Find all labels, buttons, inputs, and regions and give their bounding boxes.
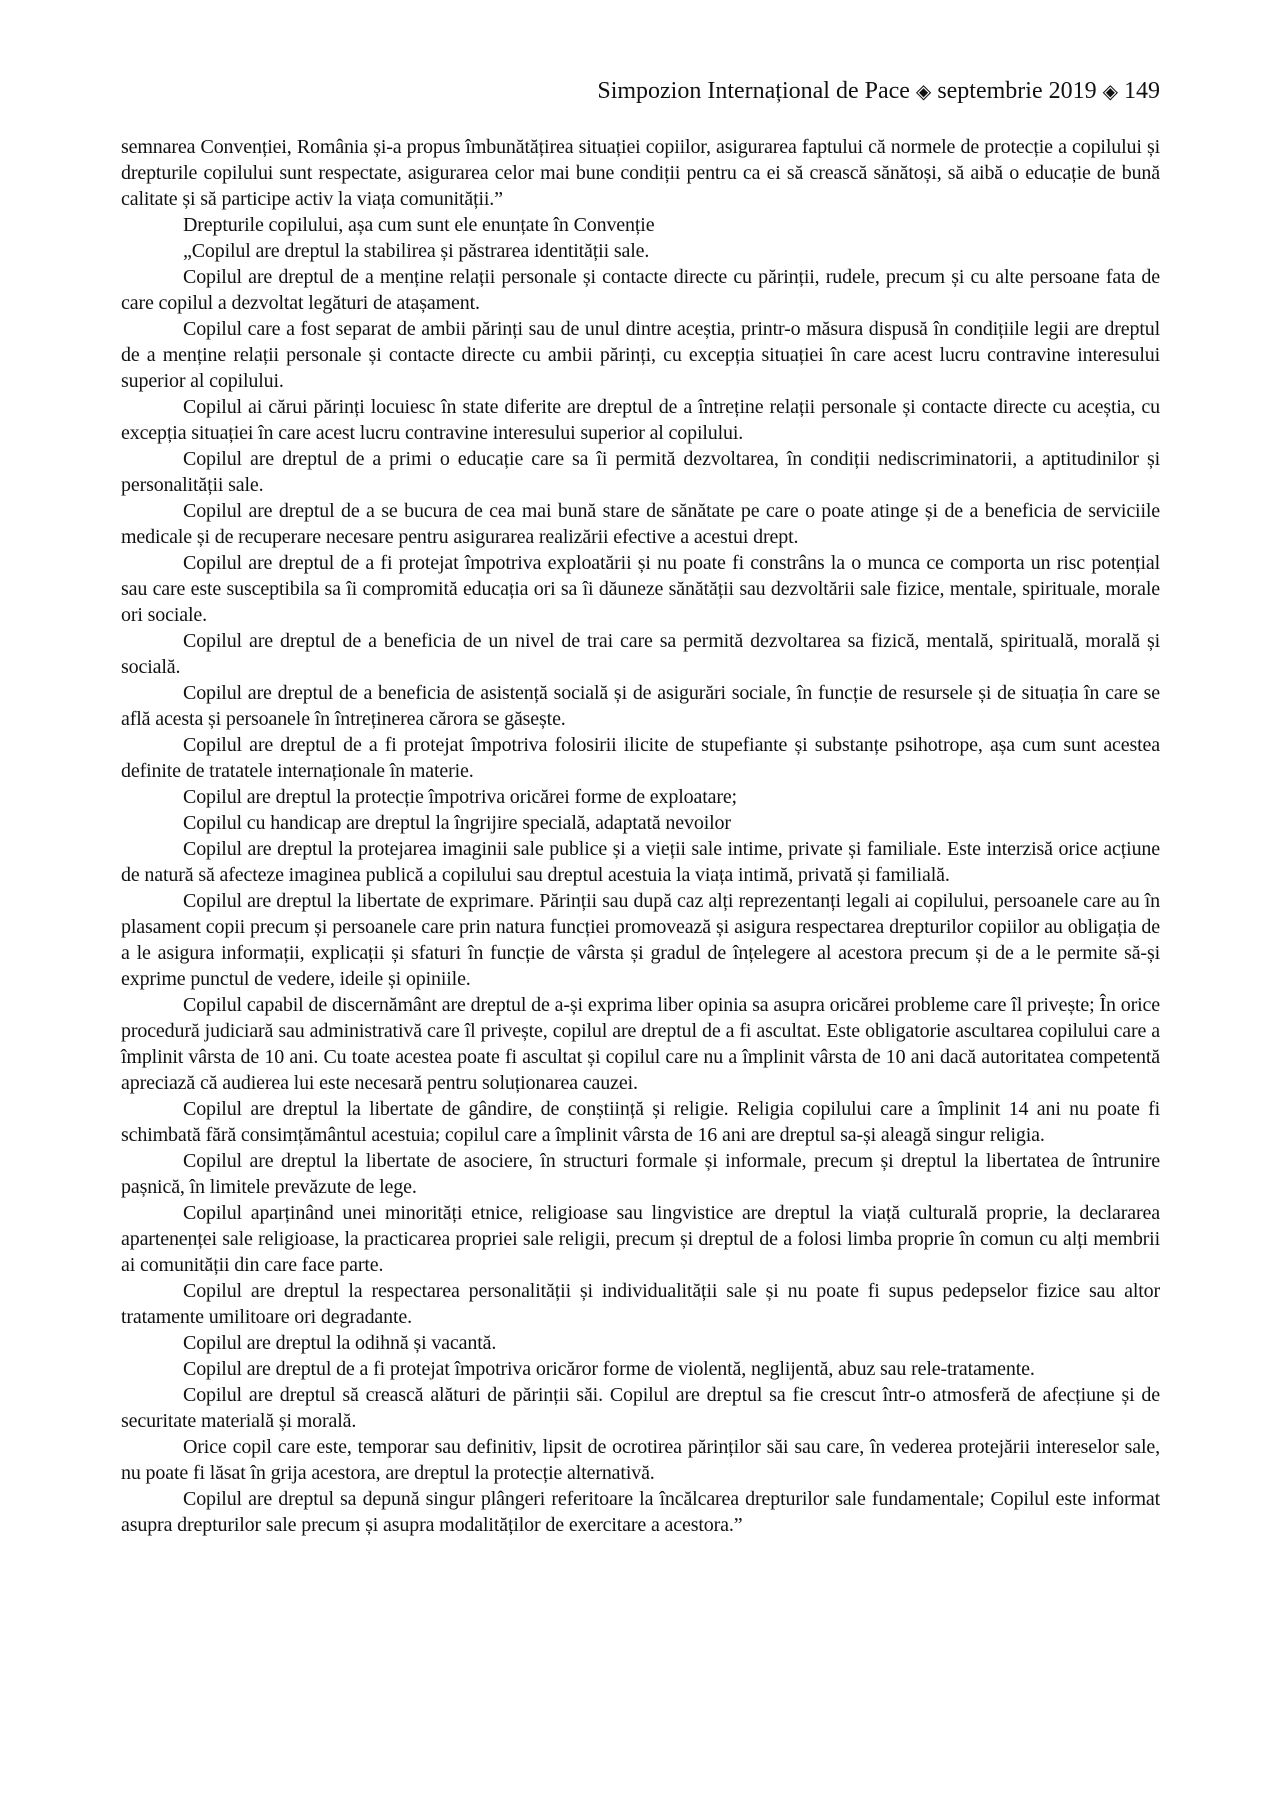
paragraph: Copilul capabil de discernământ are dreptul de a-și exprima liber opinia sa asupra oricărei probleme care îl privește; În orice procedură judiciară sau administrativă care îl privește, copilul are dreptul de a fi ascultat. Este obligatorie ascultarea copilului care a împlinit vârsta de 10 ani. Cu toate acestea poate fi ascultat și copilul care nu a împlinit vârsta de 10 ani dacă autoritatea competentă apreciază că audierea lui este necesară pentru soluționarea cauzei. — [121, 994, 1160, 1094]
paragraph: Copilul are dreptul de a beneficia de un nivel de trai care sa permită dezvoltarea sa fizică, mentală, spirituală, morală și socială. — [121, 630, 1160, 678]
paragraph: Copilul are dreptul sa depună singur plângeri referitoare la încălcarea drepturilor sale fundamentale; Copilul este informat asupra drepturilor sale precum și asupra modalităților de exercitare a acestora.” — [121, 1488, 1160, 1536]
issue-date: septembrie 2019 — [937, 78, 1097, 104]
paragraph: Copilul are dreptul de a menține relații personale și contacte directe cu părinții, rudele, precum și cu alte persoane fata de care copilul a dezvoltat legături de atașament. — [121, 266, 1160, 314]
paragraph: Copilul are dreptul de a se bucura de cea mai bună stare de sănătate pe care o poate atinge și de a beneficia de serviciile medicale și de recuperare necesare pentru asigurarea realizării efective a acestui drept. — [121, 500, 1160, 548]
paragraph: Copilul are dreptul la respectarea personalității și individualității sale și nu poate fi supus pedepselor fizice sau altor tratamente umilitoare ori degradante. — [121, 1280, 1160, 1328]
paragraph: Copilul are dreptul la protejarea imaginii sale publice și a vieții sale intime, private și familiale. Este interzisă orice acțiune de natură să afecteze imaginea publică a copilului sau dreptul acestuia la viața intimă, privată și familială. — [121, 838, 1160, 886]
diamond-dot-icon: ◈ — [915, 81, 932, 103]
page-number: 149 — [1124, 78, 1160, 104]
paragraph: „Copilul are dreptul la stabilirea și păstrarea identității sale. — [183, 240, 650, 262]
paragraph: Copilul care a fost separat de ambii părinți sau de unul dintre aceștia, printr-o măsura dispusă în condițiile legii are dreptul de a menține relații personale și contacte directe cu ambii părinți, cu excepția situației în care acest lucru contravine interesului superior al copilului. — [121, 318, 1160, 392]
journal-title: Simpozion Internațional de Pace — [597, 78, 910, 104]
paragraph: Copilul are dreptul să crească alături de părinții săi. Copilul are dreptul sa fie crescut într-o atmosferă de afecțiune și de securitate materială și morală. — [121, 1384, 1160, 1432]
paragraph: Orice copil care este, temporar sau definitiv, lipsit de ocrotirea părinților săi sau care, în vederea protejării intereselor sale, nu poate fi lăsat în grija acestora, are dreptul la protecție alternativă. — [121, 1436, 1160, 1484]
body-text — [121, 134, 1160, 1538]
diamond-dot-icon: ◈ — [1102, 81, 1118, 103]
running-header — [597, 76, 1160, 107]
paragraph: semnarea Convenției, România și-a propus îmbunătățirea situației copiilor, asigurarea faptului că normele de protecție a copilului și drepturile copilului sunt respectate, asigurarea celor mai bune condiții pentru ca ei să crească sănătoși, să aibă o educație de bună calitate și să participe activ la viața comunității.” — [121, 136, 1160, 210]
paragraph: Copilul are dreptul de a beneficia de asistență socială și de asigurări sociale, în funcție de resursele și de situația în care se află acesta și persoanele în întreținerea cărora se găsește. — [121, 682, 1160, 730]
paragraph: Copilul are dreptul la libertate de asociere, în structuri formale și informale, precum și dreptul la libertatea de întrunire pașnică, în limitele prevăzute de lege. — [121, 1150, 1160, 1198]
paragraph: Copilul cu handicap are dreptul la îngrijire specială, adaptată nevoilor — [183, 812, 731, 834]
paragraph: Copilul are dreptul de a fi protejat împotriva oricăror forme de violentă, neglijentă, abuz sau rele-tratamente. — [183, 1358, 1035, 1380]
paragraph: Copilul are dreptul la protecție împotriva oricărei forme de exploatare; — [183, 786, 737, 808]
paragraph: Drepturile copilului, așa cum sunt ele enunțate în Convenție — [183, 214, 655, 236]
paragraph: Copilul are dreptul de a fi protejat împotriva exploatării și nu poate fi constrâns la o munca ce comporta un risc potențial sau care este susceptibila sa îi compromită educația ori sa îi dăuneze sănătății sau dezvoltării sale fizice, mentale, spirituale, morale ori sociale. — [121, 552, 1160, 626]
paragraph: Copilul are dreptul la libertate de gândire, de conștiință și religie. Religia copilului care a împlinit 14 ani nu poate fi schimbată fără consimțământul acestuia; copilul care a împlinit vârsta de 16 ani are dreptul sa-și aleagă singur religia. — [121, 1098, 1160, 1146]
paragraph: Copilul are dreptul la odihnă și vacantă. — [183, 1332, 497, 1354]
paragraph: Copilul aparținând unei minorități etnice, religioase sau lingvistice are dreptul la viață culturală proprie, la declararea apartenenței sale religioase, la practicarea propriei sale religii, precum și dreptul de a folosi limba proprie în comun cu alți membrii ai comunității din care face parte. — [121, 1202, 1160, 1276]
paragraph: Copilul are dreptul la libertate de exprimare. Părinții sau după caz alți reprezentanți legali ai copilului, persoanele care au în plasament copii precum și persoanele care prin natura funcției promovează și asigura respectarea drepturilor copiilor au obligația de a le asigura informații, explicații și sfaturi în funcție de vârsta și gradul de înțelegere al acestora precum și de a le permite să-și exprime punctul de vedere, ideile și opiniile. — [121, 890, 1160, 990]
paragraph: Copilul are dreptul de a fi protejat împotriva folosirii ilicite de stupefiante și substanțe psihotrope, așa cum sunt acestea definite de tratatele internaționale în materie. — [121, 734, 1160, 782]
paragraph: Copilul ai cărui părinți locuiesc în state diferite are dreptul de a întreține relații personale și contacte directe cu aceștia, cu excepția situației în care acest lucru contravine interesului superior al copilului. — [121, 396, 1160, 444]
paragraph: Copilul are dreptul de a primi o educație care sa îi permită dezvoltarea, în condiții nediscriminatorii, a aptitudinilor și personalității sale. — [121, 448, 1160, 496]
